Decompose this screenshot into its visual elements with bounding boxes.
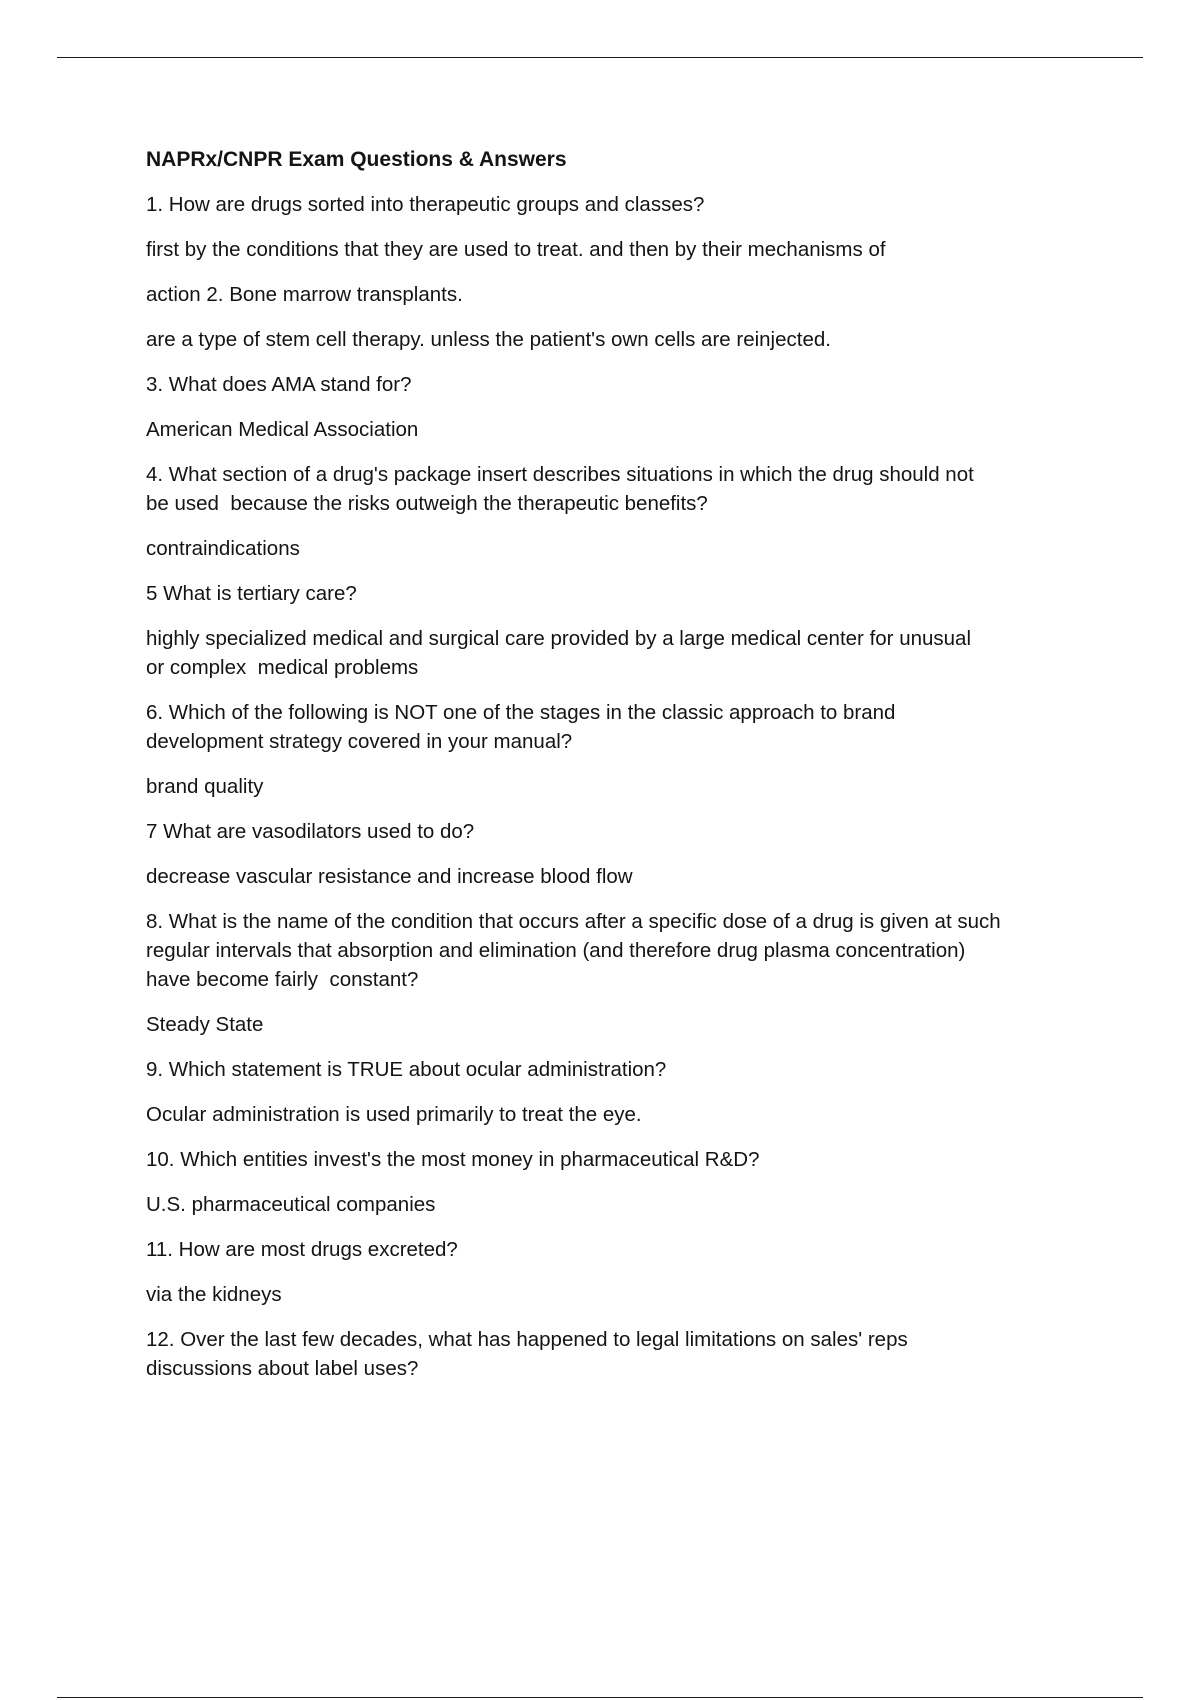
answer-7: decrease vascular resistance and increase blood flow bbox=[146, 865, 633, 888]
question-5: 5 What is tertiary care? bbox=[146, 582, 357, 605]
question-9: 9. Which statement is TRUE about ocular administration? bbox=[146, 1058, 667, 1081]
question-6: 6. Which of the following is NOT one of the stages in the classic approach to brand development strategy covered in your manual? bbox=[146, 701, 896, 753]
answer-5: highly specialized medical and surgical care provided by a large medical center for unusual or complex medical problems bbox=[146, 627, 972, 679]
document-title: NAPRx/CNPR Exam Questions & Answers bbox=[146, 148, 567, 171]
top-rule bbox=[57, 57, 1143, 58]
answer-6: brand quality bbox=[146, 775, 264, 798]
answer-3: American Medical Association bbox=[146, 418, 419, 441]
question-1: 1. How are drugs sorted into therapeutic groups and classes? bbox=[146, 193, 705, 216]
answer-11: via the kidneys bbox=[146, 1283, 282, 1306]
answer-4: contraindications bbox=[146, 537, 300, 560]
question-11: 11. How are most drugs excreted? bbox=[146, 1238, 458, 1261]
question-7: 7 What are vasodilators used to do? bbox=[146, 820, 475, 843]
bottom-rule bbox=[57, 1697, 1143, 1698]
question-8: 8. What is the name of the condition that occurs after a specific dose of a drug is given at such regular intervals that absorption and elimination (and therefore drug plasma concentration) have become fairly constant? bbox=[146, 910, 1001, 991]
question-4: 4. What section of a drug's package insert describes situations in which the drug should not be used because the risks outweigh the therapeutic benefits? bbox=[146, 463, 974, 515]
answer-10: U.S. pharmaceutical companies bbox=[146, 1193, 436, 1216]
question-12: 12. Over the last few decades, what has happened to legal limitations on sales' reps discussions about label uses? bbox=[146, 1328, 908, 1380]
answer-2: are a type of stem cell therapy. unless the patient's own cells are reinjected. bbox=[146, 328, 831, 351]
question-10: 10. Which entities invest's the most money in pharmaceutical R&D? bbox=[146, 1148, 760, 1171]
question-2: action 2. Bone marrow transplants. bbox=[146, 283, 463, 306]
answer-1: first by the conditions that they are used to treat. and then by their mechanisms of bbox=[146, 238, 886, 261]
answer-8: Steady State bbox=[146, 1013, 264, 1036]
question-3: 3. What does AMA stand for? bbox=[146, 373, 412, 396]
document-body bbox=[146, 145, 1086, 1399]
answer-9: Ocular administration is used primarily to treat the eye. bbox=[146, 1103, 642, 1126]
